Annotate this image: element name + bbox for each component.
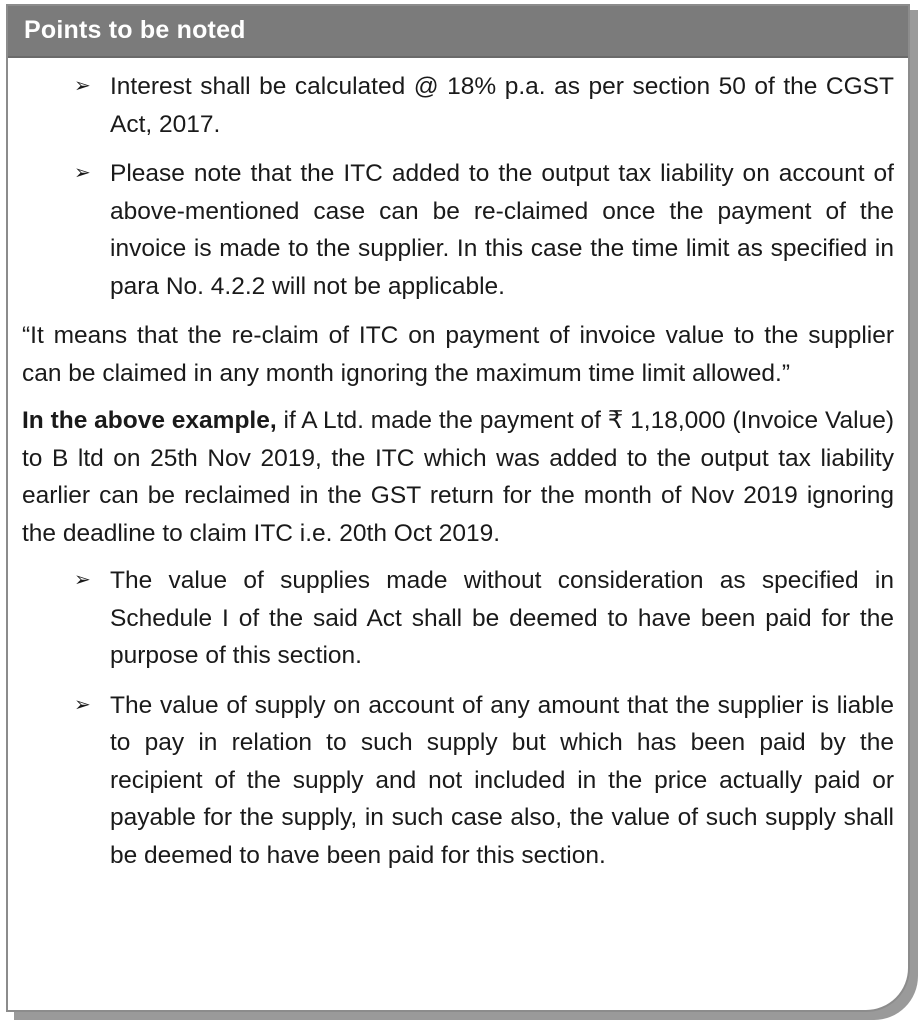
bullet-text: The value of supply on account of any amount that the supplier is liable to pay in relation to such supply but which has been paid by the recipient of the supply and not included in the price actually paid or payable for the supply, in such case also, the value of such supply shall be deemed to have been paid for this section. xyxy=(110,691,894,869)
notes-content xyxy=(8,58,908,874)
bullet-item xyxy=(22,68,894,143)
example-text: if A Ltd. made the payment of ₹ 1,18,000 (Invoice Value) to B ltd on 25th Nov 2019, the ITC which was added to the output tax liability earlier can be reclaimed in the GST return for the month of Nov 2019 ignoring the deadline to claim ITC i.e. 20th Oct 2019. xyxy=(22,407,894,547)
quote-paragraph: “It means that the re-claim of ITC on payment of invoice value to the supplier can be claimed in any month ignoring the maximum time limit allowed.” xyxy=(22,322,894,387)
bullet-item xyxy=(22,562,894,675)
bullet-item xyxy=(22,155,894,305)
example-paragraph xyxy=(22,402,894,552)
arrow-bullet-icon: ➢ xyxy=(74,569,91,591)
bullet-text: The value of supplies made without consideration as specified in Schedule I of the said Act shall be deemed to have been paid for the purpose of this section. xyxy=(110,567,894,669)
arrow-bullet-icon: ➢ xyxy=(74,162,91,184)
arrow-bullet-icon: ➢ xyxy=(74,75,91,97)
notes-box xyxy=(6,4,910,1012)
bullet-text: Interest shall be calculated @ 18% p.a. as per section 50 of the CGST Act, 2017. xyxy=(110,73,894,138)
example-lead: In the above example, xyxy=(22,407,277,434)
arrow-bullet-icon: ➢ xyxy=(74,693,91,716)
notes-header xyxy=(8,6,908,58)
bullet-item xyxy=(22,687,894,875)
bullet-text: Please note that the ITC added to the output tax liability on account of above-mentioned case can be re-claimed once the payment of the invoice is made to the supplier. In this case the time limit as specified in para No. 4.2.2 will not be applicable. xyxy=(110,160,894,300)
notes-title: Points to be noted xyxy=(24,16,246,44)
